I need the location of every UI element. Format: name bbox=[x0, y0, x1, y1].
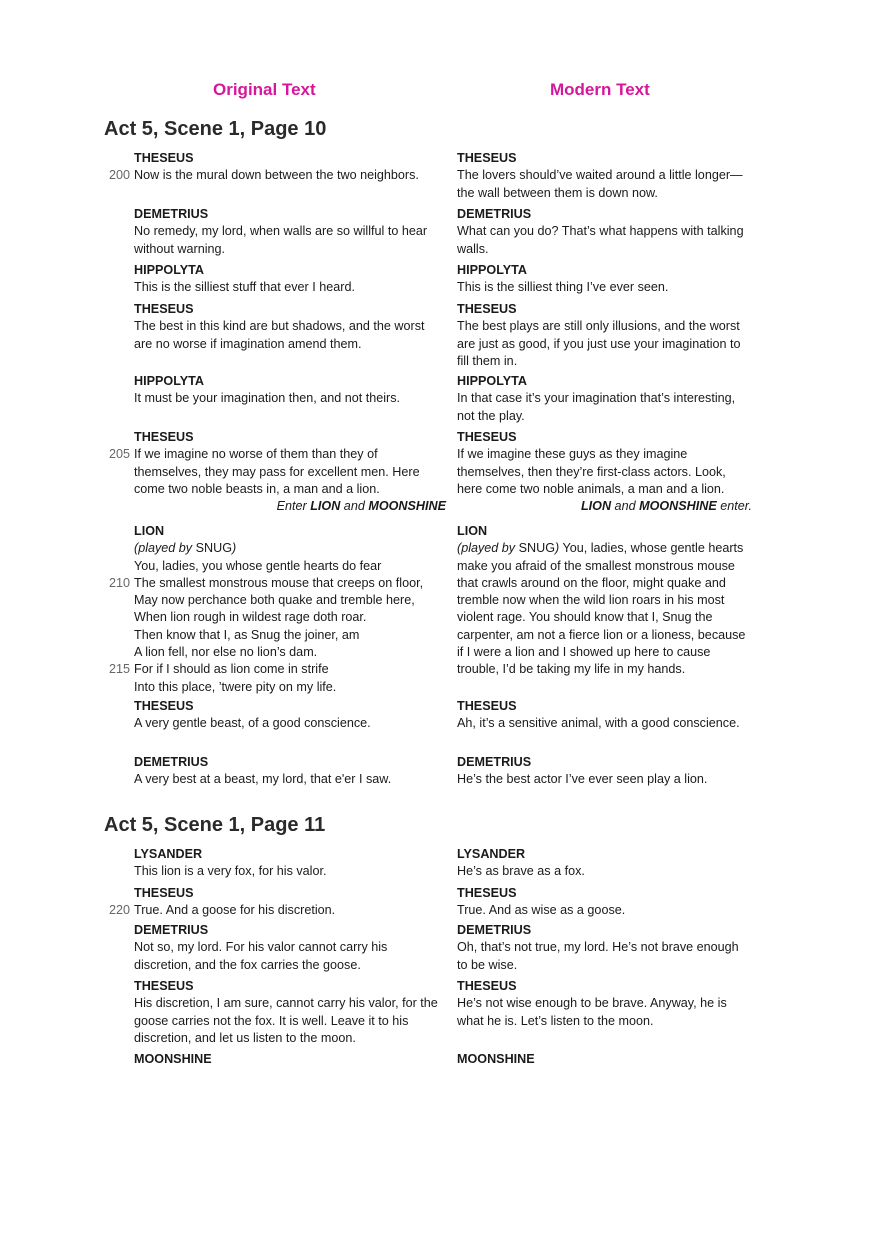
verse-line: This lion is a very fox, for his valor. bbox=[134, 864, 327, 879]
speaker-name: HIPPOLYTA bbox=[134, 263, 204, 277]
speaker-name: THESEUS bbox=[134, 886, 194, 900]
original-speech bbox=[134, 262, 446, 297]
speaker-name: THESEUS bbox=[134, 151, 194, 165]
speaker-name: DEMETRIUS bbox=[457, 923, 532, 937]
speaker-name: THESEUS bbox=[457, 302, 517, 316]
speaker-name: LION bbox=[457, 524, 488, 538]
modern-speech bbox=[457, 754, 752, 789]
verse-line: The best in this kind are but shadows, and the worst are no worse if imagination amend them. bbox=[134, 319, 425, 351]
stage-direction: Enter LION and MOONSHINE bbox=[276, 499, 446, 514]
verse-line: Not so, my lord. For his valor cannot carry his discretion, and the fox carries the goose. bbox=[134, 940, 388, 972]
original-text-header: Original Text bbox=[213, 80, 316, 99]
modern-speech bbox=[457, 978, 752, 1030]
modern-line: If we imagine these guys as they imagine themselves, then they’re first-class actors. Look, here come two noble animals, a man and a lion. bbox=[457, 447, 726, 496]
verse-line: No remedy, my lord, when walls are so willful to hear without warning. bbox=[134, 224, 428, 256]
verse-line: True. And a goose for his discretion. bbox=[134, 903, 336, 918]
character-note: (played by SNUG) bbox=[134, 541, 237, 556]
speaker-name: LYSANDER bbox=[134, 847, 203, 861]
original-speech bbox=[134, 698, 446, 733]
modern-speech bbox=[457, 846, 752, 881]
modern-line: He’s the best actor I’ve ever seen play a lion. bbox=[457, 772, 708, 787]
original-speech bbox=[108, 150, 446, 185]
stage-direction: LION and MOONSHINE enter. bbox=[580, 499, 752, 514]
speaker-name: HIPPOLYTA bbox=[134, 374, 204, 388]
modern-speech bbox=[457, 523, 752, 679]
original-speech bbox=[134, 301, 446, 353]
speaker-name: LYSANDER bbox=[457, 847, 526, 861]
modern-line: (played by SNUG) You, ladies, whose gentle hearts make you afraid of the smallest monstrous mouse that crawls around on the floor, might quake and tremble now when the wild lion roars in his most violent rage. You should know that I, Snug the carpenter, am not a fierce lion or a lioness, because if I were a lion and I showed up here to cause trouble, I’d be taking my life in my hands. bbox=[457, 541, 746, 677]
original-speech bbox=[108, 429, 446, 515]
speaker-name: DEMETRIUS bbox=[457, 207, 532, 221]
line-number: 210 bbox=[108, 575, 130, 590]
speaker-name: DEMETRIUS bbox=[134, 755, 209, 769]
speaker-name: THESEUS bbox=[134, 699, 194, 713]
modern-speech bbox=[457, 206, 752, 258]
verse-line: Then know that I, as Snug the joiner, am bbox=[134, 627, 360, 642]
line-number: 205 bbox=[108, 447, 130, 462]
verse-line: When lion rough in wildest rage doth roar. bbox=[134, 610, 367, 625]
original-speech bbox=[134, 978, 446, 1047]
modern-speech bbox=[457, 1051, 752, 1068]
modern-line: Ah, it’s a sensitive animal, with a good conscience. bbox=[457, 716, 740, 731]
speaker-name: THESEUS bbox=[457, 699, 517, 713]
speaker-name: LION bbox=[134, 524, 165, 538]
verse-line: May now perchance both quake and tremble here, bbox=[134, 593, 415, 608]
verse-line: If we imagine no worse of them than they of themselves, they may pass for excellent men. Here come two noble beasts in, a man and a lion. bbox=[134, 447, 420, 496]
original-speech bbox=[134, 922, 446, 974]
speaker-name: THESEUS bbox=[134, 302, 194, 316]
verse-line: A very best at a beast, my lord, that e'er I saw. bbox=[134, 772, 392, 787]
verse-line: A lion fell, nor else no lion’s dam. bbox=[134, 645, 318, 660]
speaker-name: DEMETRIUS bbox=[134, 923, 209, 937]
verse-line: His discretion, I am sure, cannot carry his valor, for the goose carries not the fox. It is well. Leave it to his discretion, and let us listen to the moon. bbox=[134, 996, 438, 1045]
modern-speech bbox=[457, 922, 752, 974]
verse-line: Into this place, ’twere pity on my life. bbox=[134, 679, 337, 694]
modern-speech bbox=[457, 429, 752, 515]
verse-line: The smallest monstrous mouse that creeps on floor, bbox=[134, 575, 424, 590]
modern-line: True. And as wise as a goose. bbox=[457, 903, 626, 918]
original-speech bbox=[134, 754, 446, 789]
speaker-name: THESEUS bbox=[457, 886, 517, 900]
verse-line: You, ladies, you whose gentle hearts do fear bbox=[134, 558, 382, 573]
speaker-name: THESEUS bbox=[457, 430, 517, 444]
modern-line: He’s not wise enough to be brave. Anyway, he is what he is. Let’s listen to the moon. bbox=[457, 996, 727, 1028]
modern-speech bbox=[457, 698, 752, 733]
modern-speech bbox=[457, 262, 752, 297]
speaker-name: DEMETRIUS bbox=[134, 207, 209, 221]
verse-line: It must be your imagination then, and not theirs. bbox=[134, 391, 401, 406]
speaker-name: THESEUS bbox=[134, 430, 194, 444]
verse-line: Now is the mural down between the two neighbors. bbox=[134, 168, 419, 183]
speaker-name: MOONSHINE bbox=[457, 1052, 535, 1066]
speaker-name: HIPPOLYTA bbox=[457, 374, 527, 388]
original-speech bbox=[108, 523, 446, 696]
section-title: Act 5, Scene 1, Page 11 bbox=[104, 814, 326, 836]
modern-line: What can you do? That’s what happens with talking walls. bbox=[457, 224, 744, 256]
speaker-name: THESEUS bbox=[457, 979, 517, 993]
modern-line: This is the silliest thing I’ve ever seen. bbox=[457, 280, 669, 295]
verse-line: A very gentle beast, of a good conscience. bbox=[134, 716, 371, 731]
original-speech bbox=[134, 206, 446, 258]
verse-line: This is the silliest stuff that ever I heard. bbox=[134, 280, 355, 295]
modern-speech bbox=[457, 373, 752, 425]
speaker-name: HIPPOLYTA bbox=[457, 263, 527, 277]
speaker-name: THESEUS bbox=[457, 151, 517, 165]
modern-speech bbox=[457, 885, 752, 920]
original-speech bbox=[108, 885, 446, 920]
original-speech bbox=[134, 846, 446, 881]
line-number: 215 bbox=[108, 662, 130, 677]
original-speech bbox=[134, 1051, 446, 1068]
line-number: 200 bbox=[108, 168, 130, 183]
section-title: Act 5, Scene 1, Page 10 bbox=[104, 118, 327, 140]
speaker-name: DEMETRIUS bbox=[457, 755, 532, 769]
speaker-name: MOONSHINE bbox=[134, 1052, 212, 1066]
modern-speech bbox=[457, 301, 752, 370]
modern-line: The lovers should’ve waited around a little longer—the wall between them is down now. bbox=[457, 168, 743, 200]
modern-text-header: Modern Text bbox=[550, 80, 650, 99]
modern-line: In that case it’s your imagination that’s interesting, not the play. bbox=[457, 391, 736, 423]
modern-speech bbox=[457, 150, 752, 202]
modern-line: Oh, that’s not true, my lord. He’s not brave enough to be wise. bbox=[457, 940, 739, 972]
speaker-name: THESEUS bbox=[134, 979, 194, 993]
modern-line: The best plays are still only illusions, and the worst are just as good, if you just use your imagination to fill them in. bbox=[457, 319, 741, 368]
original-speech bbox=[134, 373, 446, 408]
verse-line: For if I should as lion come in strife bbox=[134, 662, 329, 677]
modern-line: He’s as brave as a fox. bbox=[457, 864, 585, 879]
line-number: 220 bbox=[108, 903, 130, 918]
